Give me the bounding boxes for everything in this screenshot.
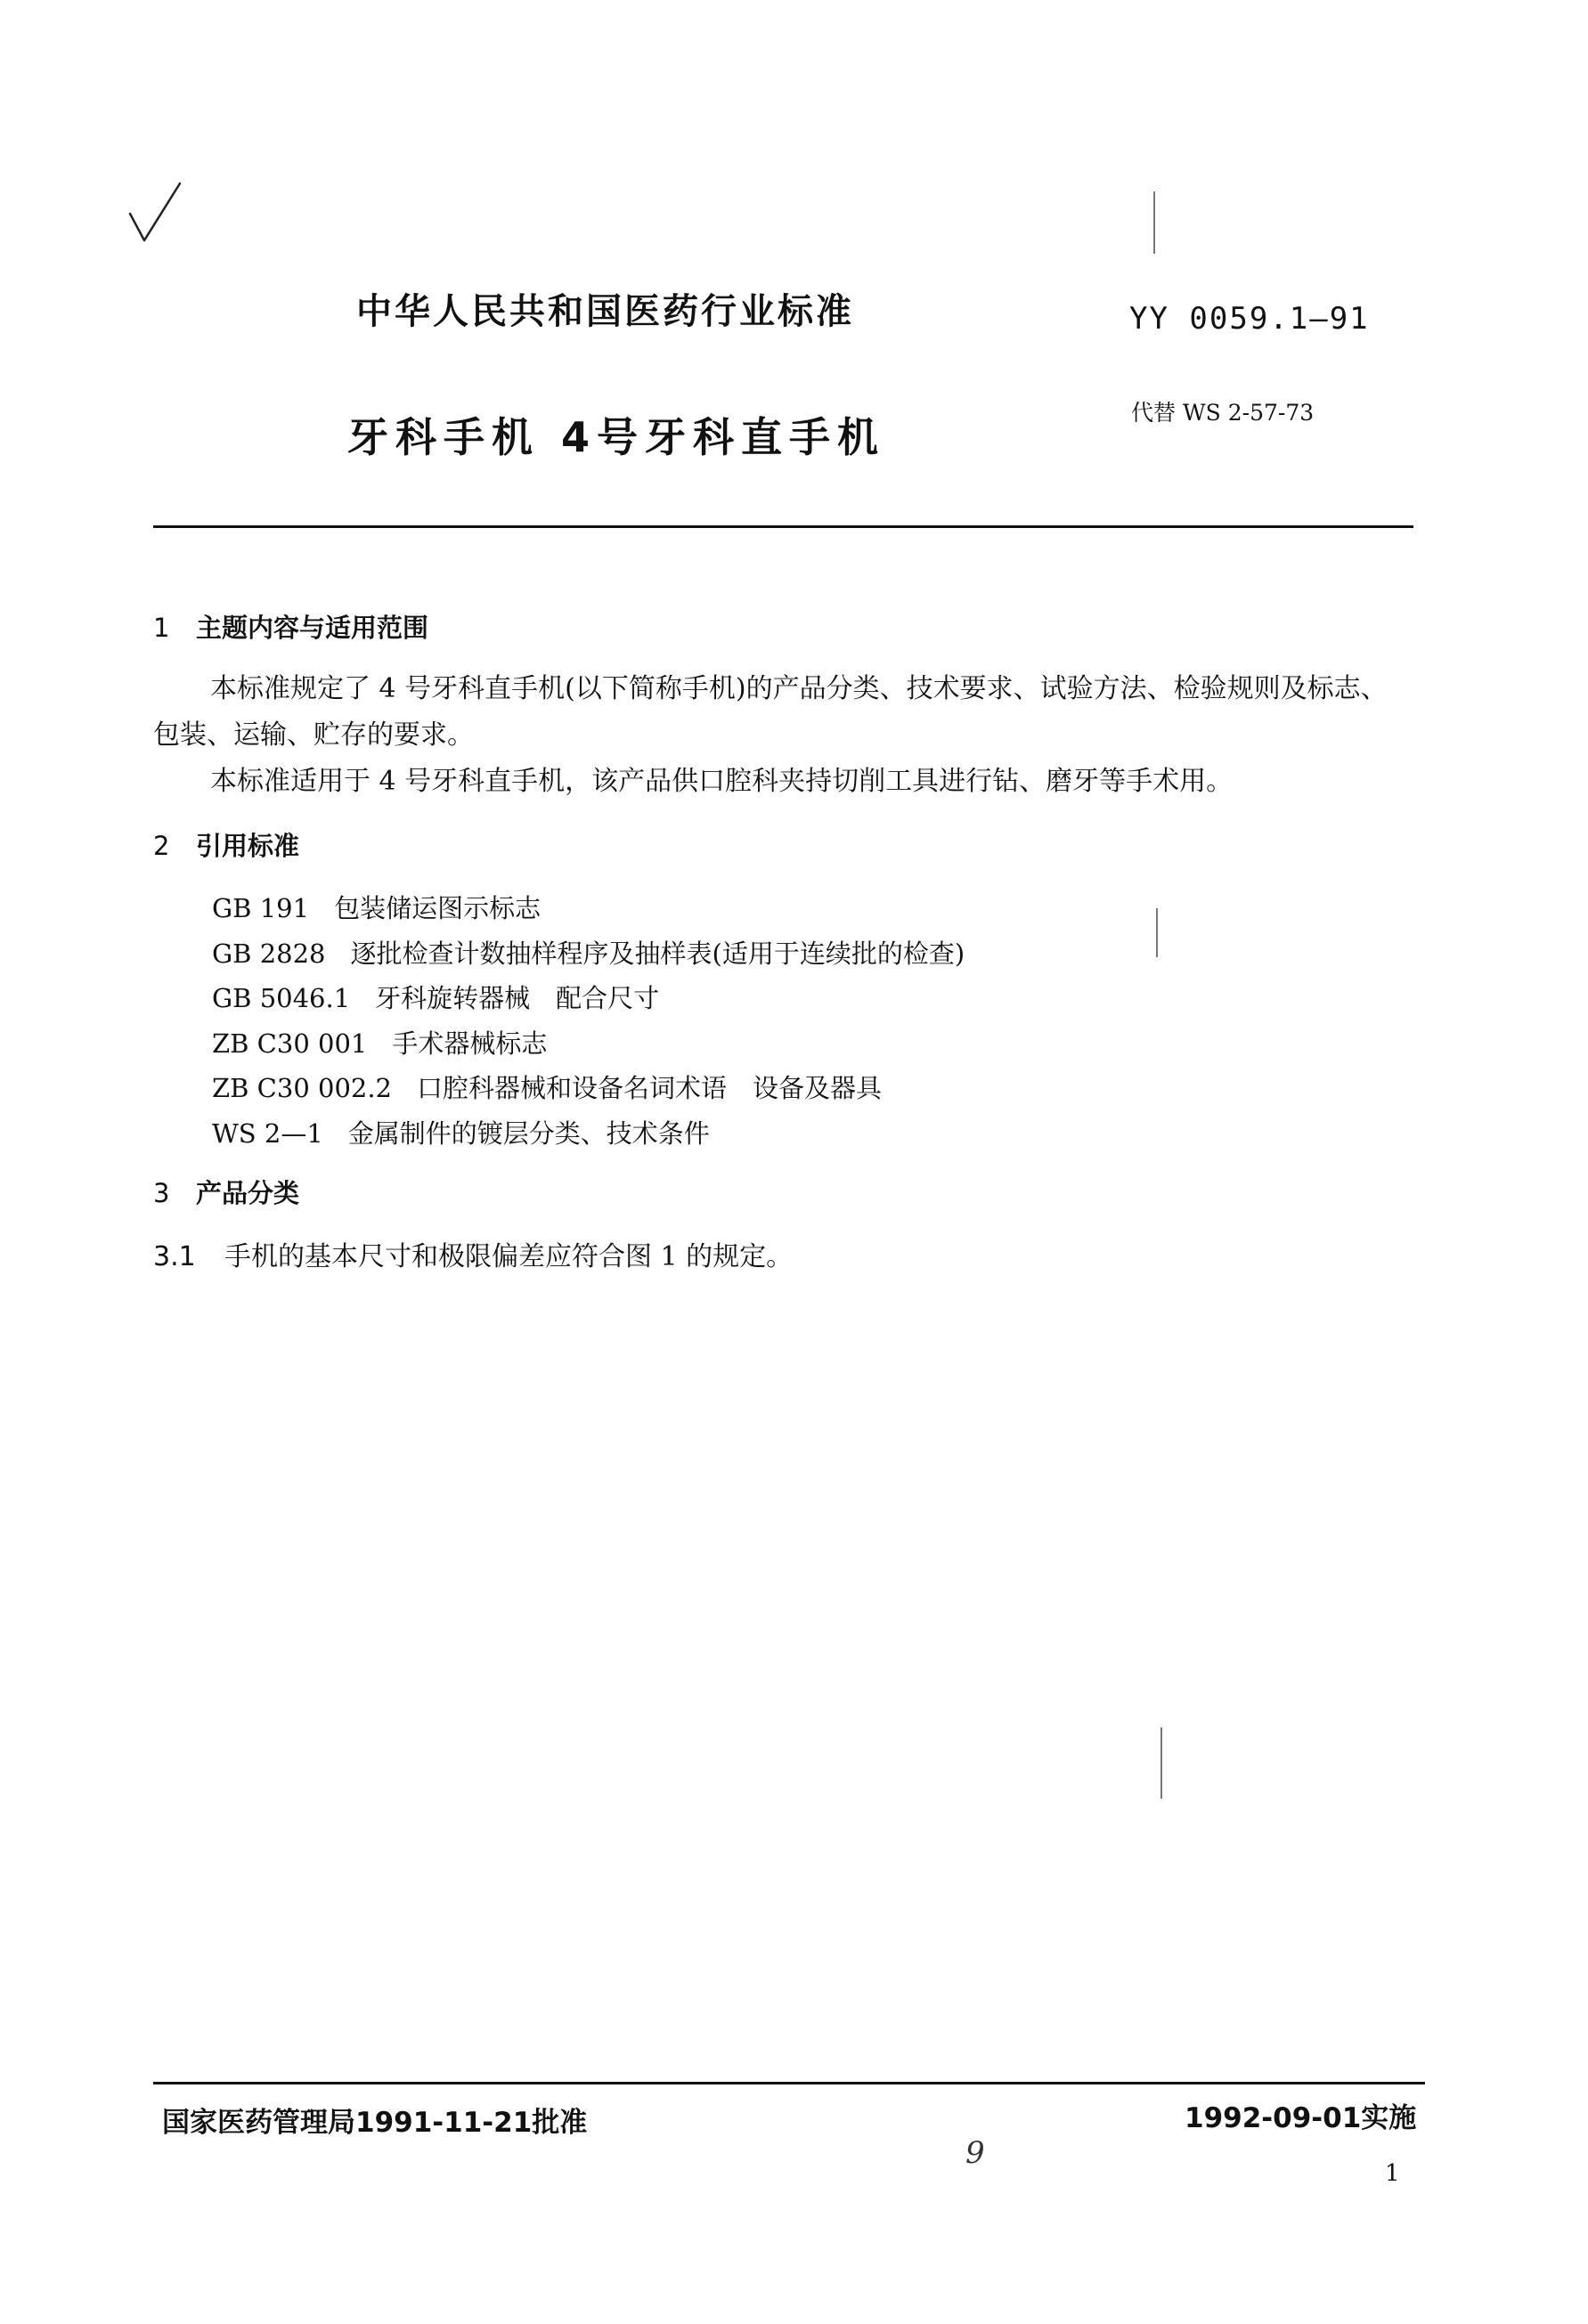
section-2-heading — [153, 826, 299, 863]
issuing-body-title: 中华人民共和国医药行业标准 — [356, 291, 854, 332]
reference-item — [212, 1021, 965, 1067]
section-1-heading — [153, 608, 428, 645]
replaces-standard: 代替 WS 2-57-73 — [1131, 400, 1315, 426]
reference-item — [212, 976, 965, 1021]
section-title: 产品分类 — [196, 1178, 300, 1208]
reference-name: 口腔科器械和设备名词术语 设备及器具 — [417, 1073, 883, 1103]
reference-code: GB 191 — [212, 893, 310, 923]
reference-name: 牙科旋转器械 配合尺寸 — [375, 983, 660, 1013]
reference-code: ZB C30 001 — [212, 1028, 368, 1059]
scan-mark — [1156, 908, 1158, 957]
footer-rule — [153, 2082, 1425, 2084]
section-title: 主题内容与适用范围 — [196, 613, 429, 643]
reference-name: 手术器械标志 — [392, 1028, 548, 1059]
section-title: 引用标准 — [196, 831, 300, 861]
reference-item — [212, 886, 965, 931]
header-rule — [153, 525, 1413, 528]
section-number: 1 — [153, 613, 170, 643]
section-3-heading — [153, 1174, 299, 1210]
reference-name: 逐批检查计数抽样程序及抽样表(适用于连续批的检查) — [350, 938, 965, 969]
reference-item — [212, 1066, 965, 1111]
reference-item — [212, 1111, 965, 1157]
reference-code: GB 2828 — [212, 938, 326, 969]
clause-text: 手机的基本尺寸和极限偏差应符合图 1 的规定。 — [224, 1241, 794, 1272]
reference-item — [212, 931, 965, 977]
section-number: 3 — [153, 1178, 170, 1208]
reference-code: GB 5046.1 — [212, 983, 351, 1013]
section-1-scope-paragraph: 本标准适用于 4 号牙科直手机，该产品供口腔科夹持切削工具进行钻、磨牙等手术用。 — [210, 766, 1234, 797]
section-number: 2 — [153, 831, 170, 861]
effective-date: 1992-09-01实施 — [1185, 2102, 1417, 2134]
reference-code: ZB C30 002.2 — [212, 1073, 393, 1103]
clause-number: 3.1 — [153, 1241, 196, 1272]
scan-mark — [1160, 1727, 1162, 1799]
reference-code: WS 2—1 — [212, 1117, 323, 1149]
approval-line: 国家医药管理局1991-11-21批准 — [162, 2107, 588, 2139]
section-1-paragraph-line: 本标准规定了 4 号牙科直手机(以下简称手机)的产品分类、技术要求、试验方法、检验规则及标志、 — [210, 673, 1388, 704]
clause-3-1 — [153, 1234, 793, 1273]
section-1-paragraph-line: 包装、运输、贮存的要求。 — [153, 719, 474, 751]
reference-name: 金属制件的镀层分类、技术条件 — [347, 1117, 710, 1149]
handwritten-page-mark: 9 — [965, 2135, 985, 2171]
handwritten-checkmark-icon — [125, 178, 196, 249]
scan-mark — [1153, 191, 1155, 254]
document-title: 牙科手机 4号牙科直手机 — [347, 413, 886, 461]
referenced-standards-list — [212, 886, 965, 1156]
reference-name: 包装储运图示标志 — [334, 893, 542, 923]
page-number: 1 — [1385, 2160, 1400, 2187]
standard-number: YY 0059.1—91 — [1129, 301, 1370, 337]
